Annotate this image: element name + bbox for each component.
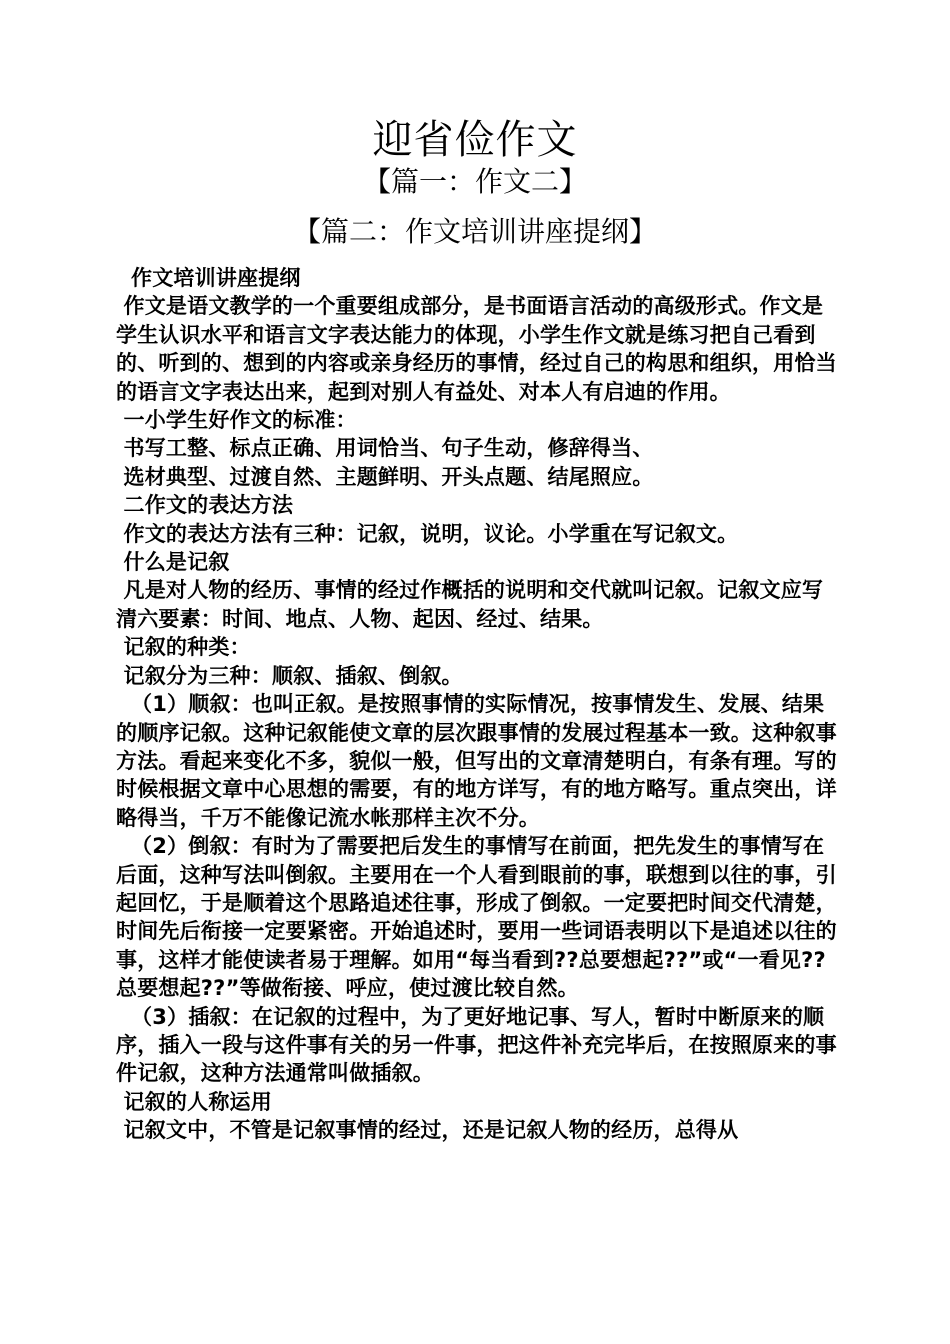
- body-paragraph: （3）插叙：在记叙的过程中，为了更好地记事、写人，暂时中断原来的顺序，插入一段与这件事有关的另一件事，把这件补充完毕后，在按照原来的事件记叙，这种方法通常叫做插叙。: [116, 1004, 837, 1086]
- section-heading: 记叙的人称运用: [116, 1089, 272, 1114]
- document-title: 迎省俭作文: [372, 117, 578, 163]
- section-heading: 一小学生好作文的标准：: [116, 408, 357, 433]
- body-paragraph: 凡是对人物的经历、事情的经过作概括的说明和交代就叫记叙。记叙文应写清六要素：时间、地点、人物、起因、经过、结果。: [116, 578, 824, 631]
- section-heading: 什么是记叙: [116, 550, 230, 575]
- body-paragraph: 记叙文中，不管是记叙事情的经过，还是记叙人物的经历，总得从: [116, 1118, 739, 1143]
- body-paragraph: 选材典型、过渡自然、主题鲜明、开头点题、结尾照应。: [116, 464, 654, 489]
- body-paragraph: 作文的表达方法有三种：记叙，说明，议论。小学重在写记叙文。: [116, 521, 739, 546]
- document-body: [116, 264, 842, 1145]
- body-paragraph: 书写工整、标点正确、用词恰当、句子生动，修辞得当、: [116, 436, 654, 461]
- body-paragraph: （2）倒叙：有时为了需要把后发生的事情写在前面，把先发生的事情写在后面，这种写法叫倒叙。主要用在一个人看到眼前的事，联想到以往的事，引起回忆，于是顺着这个思路追述往事，形成了倒叙。一定要把时间交代清楚，时间先后衔接一定要紧密。开始追述时，要用一些词语表明以下是追述以往的事，这样才能使读者易于理解。如用“每当看到??总要想起??”或“一看见??总要想起??”等做衔接、呼应，使过渡比较自然。: [116, 834, 837, 1001]
- document-subtitle-2: 【篇二：作文培训讲座提纲】: [292, 215, 657, 248]
- document-subtitle-1: 【篇一：作文二】: [362, 165, 587, 198]
- body-paragraph: 记叙分为三种：顺叙、插叙、倒叙。: [116, 663, 463, 688]
- body-paragraph: 作文是语文教学的一个重要组成部分，是书面语言活动的高级形式。作文是学生认识水平和语言文字表达能力的体现，小学生作文就是练习把自己看到的、听到的、想到的内容或亲身经历的事情，经过自己的构思和组织，用恰当的语言文字表达出来，起到对别人有益处、对本人有启迪的作用。: [116, 294, 837, 404]
- body-heading: 作文培训讲座提纲: [116, 266, 301, 290]
- section-heading: 二作文的表达方法: [116, 493, 294, 518]
- body-paragraph: （1）顺叙：也叫正叙。是按照事情的实际情况，按事情发生、发展、结果的顺序记叙。这种记叙能使文章的层次跟事情的发展过程基本一致。这种叙事方法。看起来变化不多，貌似一般，但写出的文章清楚明白，有条有理。写的时候根据文章中心思想的需要，有的地方详写，有的地方略写。重点突出，详略得当，千万不能像记流水帐那样主次不分。: [116, 692, 837, 830]
- section-heading: 记叙的种类：: [116, 635, 251, 660]
